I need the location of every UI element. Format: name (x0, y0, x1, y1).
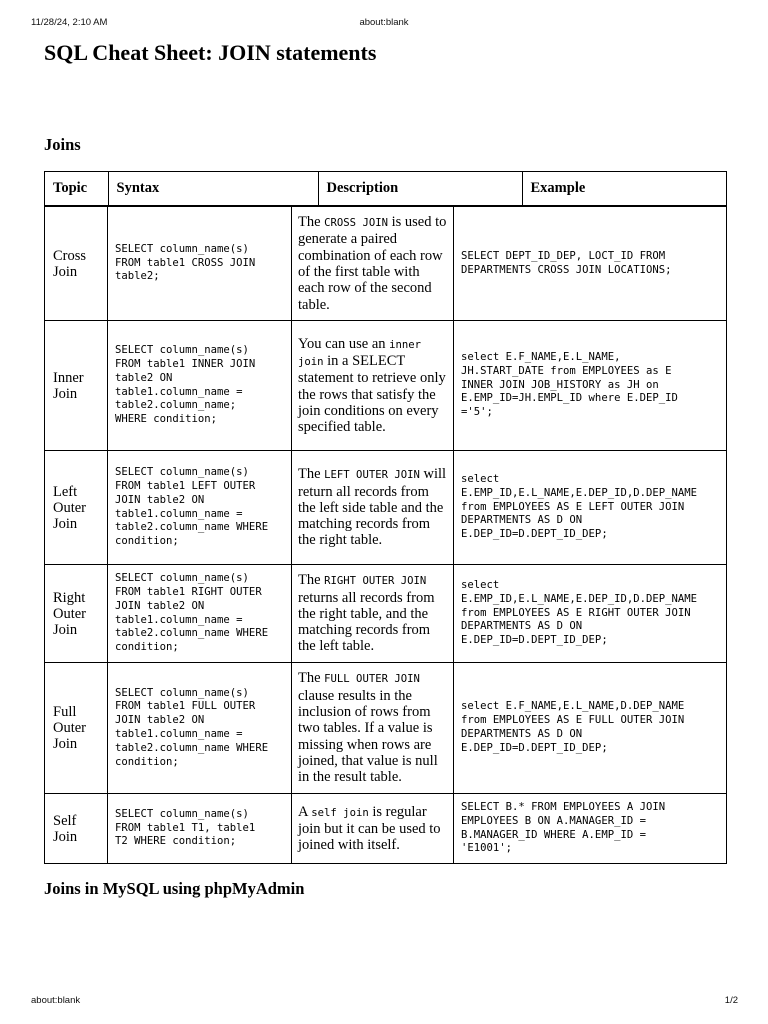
table-row (45, 663, 727, 794)
header-syntax: Syntax (108, 172, 318, 205)
example-cell: select E.F_NAME,E.L_NAME,D.DEP_NAME from EMPLOYEES AS E FULL OUTER JOIN DEPARTMENTS AS D ON E.DEP_ID=D.DEPT_ID_DEP; (454, 663, 727, 794)
topic-cell: Right Outer Join (45, 565, 108, 663)
table-row (45, 794, 727, 864)
example-cell: select E.EMP_ID,E.L_NAME,E.DEP_ID,D.DEP_NAME from EMPLOYEES AS E RIGHT OUTER JOIN DEPARTMENTS AS D ON E.DEP_ID=D.DEPT_ID_DEP; (454, 565, 727, 663)
description-cell: A self join is regular join but it can be used to joined with itself. (292, 794, 454, 864)
header-topic: Topic (45, 172, 108, 205)
topic-cell: Self Join (45, 794, 108, 864)
table-row (45, 565, 727, 663)
description-cell: You can use an inner join in a SELECT statement to retrieve only the rows that satisfy the join conditions on every specified table. (292, 321, 454, 451)
description-cell: The LEFT OUTER JOIN will return all records from the left side table and the matching records from the right table. (292, 451, 454, 565)
header-row (45, 172, 727, 206)
page-title: SQL Cheat Sheet: JOIN statements (44, 40, 377, 65)
syntax-cell: SELECT column_name(s) FROM table1 LEFT OUTER JOIN table2 ON table1.column_name = table2.column_name WHERE condition; (108, 451, 292, 565)
syntax-cell: SELECT column_name(s) FROM table1 INNER JOIN table2 ON table1.column_name = table2.column_name; WHERE condition; (108, 321, 292, 451)
description-cell: The CROSS JOIN is used to generate a paired combination of each row of the first table with each row of the second table. (292, 207, 454, 321)
section-title-joins: Joins (44, 135, 81, 154)
topic-cell: Inner Join (45, 321, 108, 451)
table-row (45, 207, 727, 321)
header-description: Description (318, 172, 522, 205)
print-url: about:blank (359, 17, 409, 28)
page-number: 1/2 (724, 995, 738, 1006)
example-cell: SELECT DEPT_ID_DEP, LOCT_ID FROM DEPARTMENTS CROSS JOIN LOCATIONS; (454, 207, 727, 321)
footer-url: about:blank (31, 995, 81, 1006)
topic-cell: Cross Join (45, 207, 108, 321)
join-cheat-sheet-table (44, 171, 727, 864)
print-date: 11/28/24, 2:10 AM (31, 17, 108, 28)
example-cell: SELECT B.* FROM EMPLOYEES A JOIN EMPLOYEES B ON A.MANAGER_ID = B.MANAGER_ID WHERE A.EMP_ID = 'E1001'; (454, 794, 727, 864)
syntax-cell: SELECT column_name(s) FROM table1 CROSS JOIN table2; (108, 207, 292, 321)
syntax-cell: SELECT column_name(s) FROM table1 T1, table1 T2 WHERE condition; (108, 794, 292, 864)
description-cell: The RIGHT OUTER JOIN returns all records from the right table, and the matching records from the left table. (292, 565, 454, 663)
header-example: Example (530, 180, 586, 196)
section-title-mysql: Joins in MySQL using phpMyAdmin (44, 879, 305, 898)
syntax-cell: SELECT column_name(s) FROM table1 FULL OUTER JOIN table2 ON table1.column_name = table2.column_name WHERE condition; (108, 663, 292, 794)
syntax-cell: SELECT column_name(s) FROM table1 RIGHT OUTER JOIN table2 ON table1.column_name = table2.column_name WHERE condition; (108, 565, 292, 663)
topic-cell: Left Outer Join (45, 451, 108, 565)
example-cell: select E.F_NAME,E.L_NAME, JH.START_DATE from EMPLOYEES as E INNER JOIN JOB_HISTORY as JH on E.EMP_ID=JH.EMPL_ID where E.DEP_ID ='5'; (454, 321, 727, 451)
description-cell: The FULL OUTER JOIN clause results in the inclusion of rows from two tables. If a value is missing when rows are joined, that value is null in the result table. (292, 663, 454, 794)
table-row (45, 321, 727, 451)
example-cell: select E.EMP_ID,E.L_NAME,E.DEP_ID,D.DEP_NAME from EMPLOYEES AS E LEFT OUTER JOIN DEPARTMENTS AS D ON E.DEP_ID=D.DEPT_ID_DEP; (454, 451, 727, 565)
table-row (45, 451, 727, 565)
topic-cell: Full Outer Join (45, 663, 108, 794)
